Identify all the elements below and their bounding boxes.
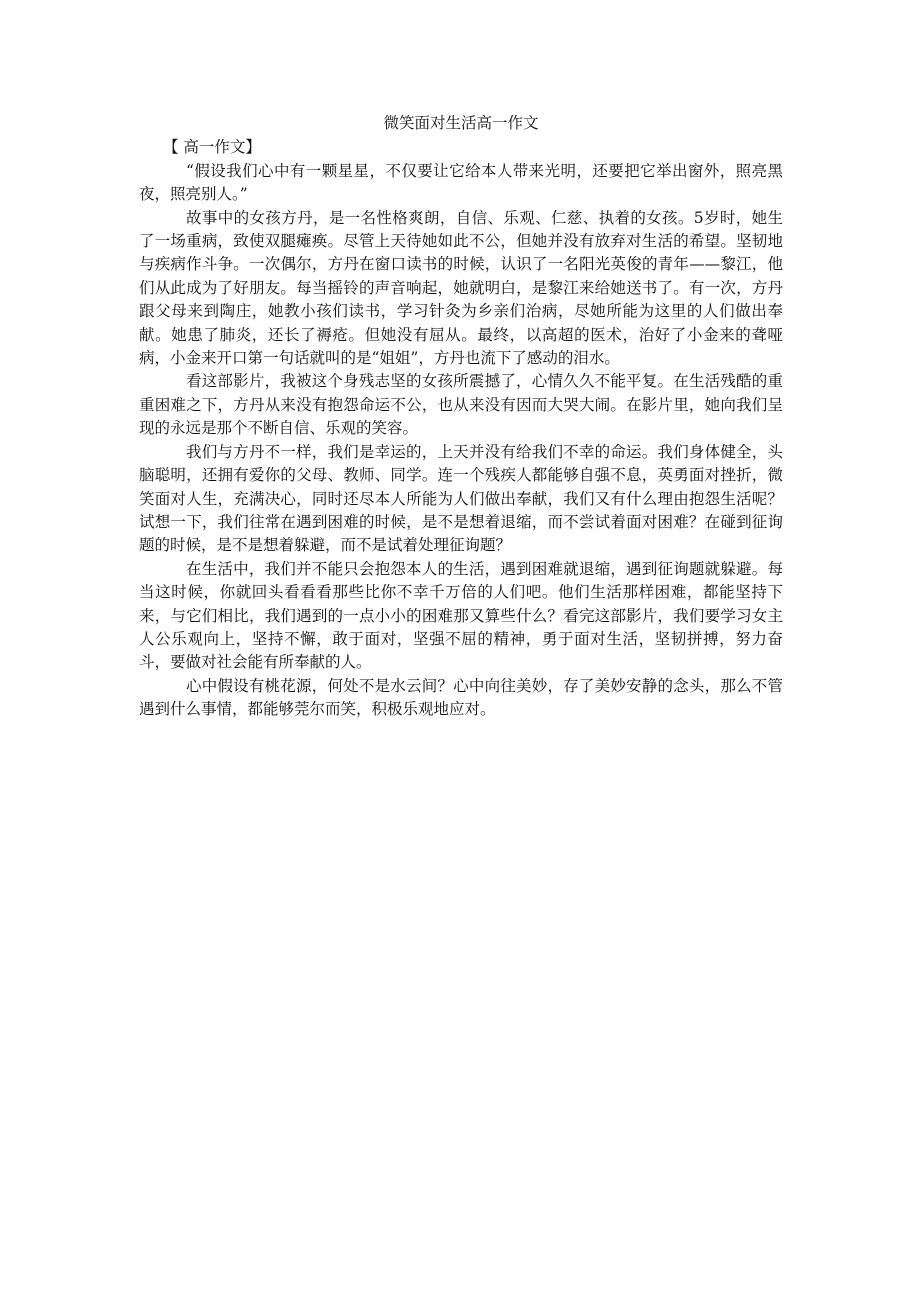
paragraph-conclusion: 心中假设有桃花源，何处不是水云间？心中向往美妙，存了美妙安静的念头，那么不管遇到什么事情，都能够莞尔而笑，积极乐观地应对。 [139,676,783,719]
paragraph-story: 故事中的女孩方丹，是一名性格爽朗，自信、乐观、仁慈、执着的女孩。5岁时，她生了一场重病，致使双腿瘫痪。尽管上天待她如此不公，但她并没有放弃对生活的希望。坚韧地与疾病作斗争。一次偶尔，方丹在窗口读书的时候，认识了一名阳光英俊的青年——黎江，他们从此成为了好朋友。每当摇铃的声音响起，她就明白，是黎江来给她送书了。有一次，方丹跟父母来到陶庄，她教小孩们读书，学习针灸为乡亲们治病，尽她所能为这里的人们做出奉献。她患了肺炎，还长了褥疮。但她没有屈从。最终，以高超的医术，治好了小金来的聋哑病，小金来开口第一句话就叫的是“姐姐”，方丹也流下了感动的泪水。 [139,208,783,368]
paragraph-lesson: 在生活中，我们并不能只会抱怨本人的生活，遇到困难就退缩，遇到征询题就躲避。每当这时候，你就回头看看看那些比你不幸千万倍的人们吧。他们生活那样困难，都能坚持下来，与它们相比，我们遇到的一点小小的困难那又算些什么？看完这部影片，我们要学习女主人公乐观向上，坚持不懈，敢于面对，坚强不屈的精神，勇于面对生活，坚韧拼搏，努力奋斗，要做对社会能有所奉献的人。 [139,559,783,672]
document-title: 微笑面对生活高一作文 [383,114,539,132]
document-page [139,112,783,722]
paragraph-quote: “假设我们心中有一颗星星，不仅要让它给本人带来光明，还要把它举出窗外，照亮黑夜，照亮别人。” [139,161,783,204]
paragraph-reflection: 看这部影片，我被这个身残志坚的女孩所震撼了，心情久久不能平复。在生活残酷的重重困难之下，方丹从来没有抱怨命运不公，也从来没有因而大哭大闹。在影片里，她向我们呈现的永远是那个不断自信、乐观的笑容。 [139,372,783,438]
paragraph-comparison: 我们与方丹不一样，我们是幸运的，上天并没有给我们不幸的命运。我们身体健全，头脑聪明，还拥有爱你的父母、教师、同学。连一个残疾人都能够自强不息，英勇面对挫折，微笑面对人生，充满决心，同时还尽本人所能为人们做出奉献，我们又有什么理由抱怨生活呢？试想一下，我们往常在遇到困难的时候，是不是想着退缩，而不尝试着面对困难？在碰到征询题的时候，是不是想着躲避，而不是试着处理征询题？ [139,442,783,555]
category-tag: 【 高一作文】 [163,138,261,157]
